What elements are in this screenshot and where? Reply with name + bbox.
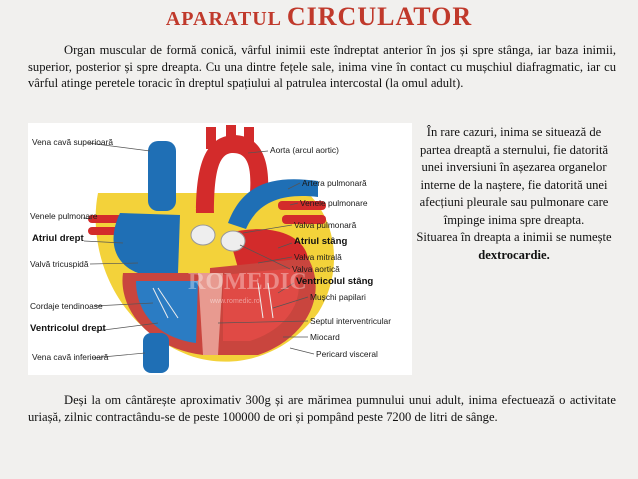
label-myocardium: Miocard <box>310 332 340 342</box>
label-aorta: Aorta (arcul aortic) <box>270 145 339 155</box>
aorta-branch-3 <box>244 127 254 147</box>
label-right-atrium: Atriul drept <box>32 233 84 244</box>
side-note-term: dextrocardie. <box>478 247 550 262</box>
intro-paragraph: Organ muscular de formă conică, vârful inimii este îndreptat anterior în jos și spre stânga, iar baza inimii, superior, posterior și spre dreapta. Cu una dintre fețele sale, inima vine în contact cu mușchiul diafragmatic, iar cu vârful atinge peretele toracic în dreptul spațiului al patrulea intercostal (la omul adult). <box>28 43 616 90</box>
watermark-url: www.romedic.ro <box>210 298 260 305</box>
superior-vena-cava-shape <box>148 141 176 211</box>
label-aortic-valve: Valva aortică <box>292 264 340 274</box>
label-mitral-valve: Valva mitrală <box>294 252 342 262</box>
side-note-text: În rare cazuri, inima se situează de partea dreaptă a sternului, fie datorită unei inversiuni în așezarea organelor interne de la naștere, fie datorită unei afecțiuni pleurale sau pulmonare care împinge inima spre dreapta. <box>419 125 609 227</box>
aorta-branch-1 <box>206 127 216 149</box>
label-superior-vena-cava: Vena cavă superioară <box>32 137 114 147</box>
valve-shape-2 <box>221 231 245 251</box>
title-part-2: CIRCULATOR <box>286 2 473 31</box>
outro-paragraph: Deși la om cântărește aproximativ 300g și are mărimea pumnului unui adult, inima efectuează o activitate uriașă, zilnic contractându-se de peste 100000 de ori și pompând peste 7200 de litri de sânge. <box>28 393 616 424</box>
label-inferior-vena-cava: Vena cavă inferioară <box>32 352 109 362</box>
label-chordae: Cordaje tendinoase <box>30 301 103 311</box>
label-left-atrium: Atriul stâng <box>294 236 348 247</box>
aorta-branch-2 <box>226 125 236 143</box>
title-part-1: APARATUL <box>165 8 287 30</box>
inferior-vena-cava-shape <box>143 333 169 373</box>
label-left-ventricle: Ventricolul stâng <box>296 276 374 287</box>
valve-shape <box>191 225 215 245</box>
heart-illustration <box>28 123 412 375</box>
page-title <box>0 2 638 32</box>
side-note <box>414 124 614 264</box>
label-papillary-muscles: Mușchi papilari <box>310 292 366 302</box>
label-pulmonary-veins-right: Venele pulmonare <box>300 198 368 208</box>
label-pulmonary-veins-left: Venele pulmonare <box>30 211 98 221</box>
label-pulmonary-artery: Artera pulmonară <box>302 178 367 188</box>
label-right-ventricle: Ventricolul drept <box>30 323 106 334</box>
label-septum: Septul interventricular <box>310 316 391 326</box>
side-note-text-2: Situarea în dreapta a inimii se numește <box>416 230 612 244</box>
label-pericardium: Pericard visceral <box>316 349 378 359</box>
heart-diagram <box>28 123 412 375</box>
watermark: ROMEDIC <box>188 269 307 295</box>
label-pulmonary-valve: Valva pulmonară <box>294 220 357 230</box>
label-tricuspid-valve: Valvă tricuspidă <box>30 259 89 269</box>
